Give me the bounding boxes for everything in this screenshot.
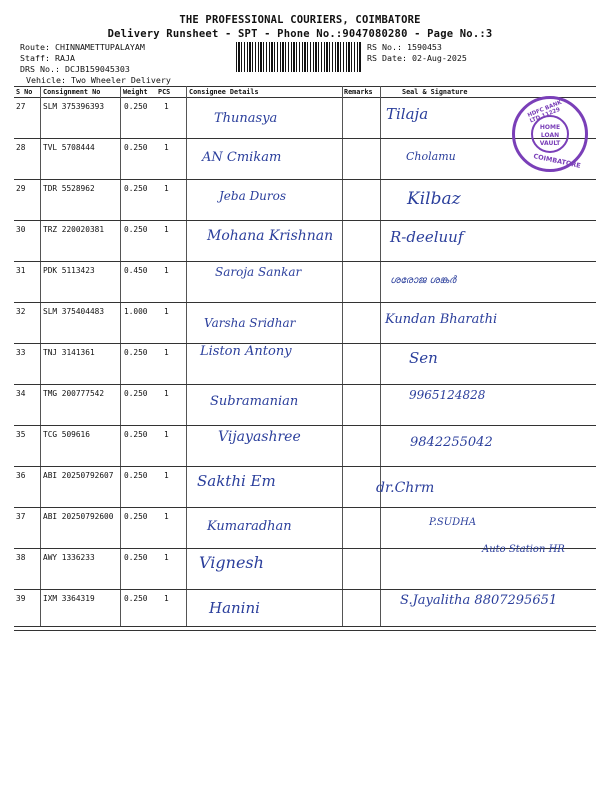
consignment-number: TDR 5528962 — [43, 184, 95, 193]
stamp-line-2: LOAN — [540, 132, 560, 139]
weight-value: 0.250 — [124, 225, 148, 234]
consignee-handwriting: Mohana Krishnan — [207, 228, 334, 244]
table-row — [14, 384, 596, 425]
signature-handwriting: Kundan Bharathi — [385, 312, 498, 327]
consignee-handwriting: Varsha Sridhar — [204, 316, 296, 330]
table-row — [14, 425, 596, 466]
pieces-count: 1 — [164, 471, 169, 480]
weight-value: 0.250 — [124, 184, 148, 193]
col-pcs: PCS — [158, 88, 171, 96]
consignment-number: SLM 375404483 — [43, 307, 105, 316]
runsheet-subtitle: Delivery Runsheet - SPT - Phone No.:9047080280 - Page No.:3 — [107, 28, 493, 40]
weight-value: 0.250 — [124, 389, 148, 398]
signature-handwriting: dr.Chrm — [376, 480, 435, 496]
consignee-handwriting: Thunasya — [214, 111, 278, 126]
weight-value: 0.250 — [124, 512, 148, 521]
signature-handwriting: P.SUDHA — [429, 517, 477, 528]
table-row — [14, 302, 596, 343]
consignment-number: TMG 200777542 — [43, 389, 105, 398]
consignee-handwriting: Kumaradhan — [207, 519, 292, 534]
col-seal-signature: Seal & Signature — [402, 88, 468, 96]
signature-handwriting: 9965124828 — [409, 388, 486, 402]
weight-value: 0.250 — [124, 471, 148, 480]
table-row — [14, 466, 596, 507]
consignee-handwriting: AN Cmikam — [202, 150, 282, 165]
consignment-number: ABI 20250792600 — [43, 512, 114, 521]
signature-handwriting: Auto Station HR — [482, 544, 565, 555]
stamp-line-1: HOME — [539, 124, 561, 131]
consignee-handwriting: Hanini — [209, 599, 260, 617]
pieces-count: 1 — [164, 512, 169, 521]
company-title: THE PROFESSIONAL COURIERS, COIMBATORE — [179, 14, 421, 26]
consignment-number: TRZ 220020381 — [43, 225, 105, 234]
route-label: Route: CHINNAMETTUPALAYAM — [20, 42, 145, 52]
serial-number: 30 — [16, 225, 26, 234]
col-weight: Weight — [123, 88, 148, 96]
pieces-count: 1 — [164, 553, 169, 562]
pieces-count: 1 — [164, 389, 169, 398]
consignee-handwriting: Liston Antony — [200, 344, 292, 359]
col-consignment: Consignment No — [43, 88, 101, 96]
weight-value: 0.250 — [124, 430, 148, 439]
serial-number: 37 — [16, 512, 26, 521]
consignment-number: TNJ 3141361 — [43, 348, 95, 357]
signature-handwriting: Cholamu — [406, 150, 456, 163]
drs-number: DRS No.: DCJB159045303 — [20, 64, 130, 74]
table-row — [14, 589, 596, 630]
row-divider — [14, 630, 596, 631]
consignment-number: TCG 509616 — [43, 430, 90, 439]
signature-handwriting: Tilaja — [386, 105, 429, 123]
serial-number: 31 — [16, 266, 26, 275]
bank-seal-stamp — [512, 96, 588, 172]
weight-value: 0.250 — [124, 348, 148, 357]
consignment-number: TVL 5708444 — [43, 143, 95, 152]
serial-number: 38 — [16, 553, 26, 562]
barcode — [236, 42, 362, 72]
stamp-bank-text: HDFC BANK LTD.11229 — [526, 99, 563, 125]
signature-handwriting: 9842255042 — [410, 435, 493, 450]
pieces-count: 1 — [164, 143, 169, 152]
serial-number: 28 — [16, 143, 26, 152]
serial-number: 36 — [16, 471, 26, 480]
pieces-count: 1 — [164, 266, 169, 275]
consignee-handwriting: Jeba Duros — [219, 189, 287, 203]
serial-number: 33 — [16, 348, 26, 357]
pieces-count: 1 — [164, 184, 169, 193]
consignment-number: SLM 375396393 — [43, 102, 105, 111]
signature-handwriting: S.Jayalitha 8807295651 — [400, 593, 558, 608]
table-row — [14, 138, 596, 179]
col-consignee: Consignee Details — [189, 88, 259, 96]
col-sno: S No — [16, 88, 33, 96]
consignee-handwriting: Vijayashree — [218, 429, 301, 445]
serial-number: 39 — [16, 594, 26, 603]
vehicle-label: Vehicle: Two Wheeler Delivery — [26, 75, 171, 85]
table-row — [14, 220, 596, 261]
pieces-count: 1 — [164, 225, 169, 234]
consignee-handwriting: Saroja Sankar — [215, 265, 302, 279]
serial-number: 29 — [16, 184, 26, 193]
consignment-number: PDK 5113423 — [43, 266, 95, 275]
weight-value: 1.000 — [124, 307, 148, 316]
table-row — [14, 544, 596, 589]
stamp-line-3: VAULT — [539, 140, 561, 147]
rs-number: RS No.: 1590453 — [367, 42, 442, 52]
serial-number: 27 — [16, 102, 26, 111]
weight-value: 0.250 — [124, 553, 148, 562]
pieces-count: 1 — [164, 430, 169, 439]
serial-number: 32 — [16, 307, 26, 316]
signature-handwriting: R-deeluuf — [390, 228, 464, 246]
consignment-number: ABI 20250792607 — [43, 471, 114, 480]
staff-label: Staff: RAJA — [20, 53, 75, 63]
signature-handwriting: Kilbaz — [407, 189, 461, 209]
pieces-count: 1 — [164, 307, 169, 316]
pieces-count: 1 — [164, 348, 169, 357]
stamp-center — [531, 115, 569, 153]
signature-handwriting: Sen — [409, 349, 438, 367]
col-remarks: Remarks — [344, 88, 373, 96]
table-row — [14, 179, 596, 220]
signature-handwriting: ശരോജ ശങ്കർ — [390, 275, 456, 286]
serial-number: 35 — [16, 430, 26, 439]
serial-number: 34 — [16, 389, 26, 398]
table-row — [14, 507, 596, 548]
stamp-city-text: COIMBATORE — [532, 152, 582, 170]
rs-date: RS Date: 02-Aug-2025 — [367, 53, 467, 63]
table-row — [14, 97, 596, 138]
pieces-count: 1 — [164, 102, 169, 111]
weight-value: 0.250 — [124, 143, 148, 152]
consignee-handwriting: Vignesh — [199, 553, 264, 572]
consignment-number: IXM 3364319 — [43, 594, 95, 603]
weight-value: 0.250 — [124, 594, 148, 603]
table-row — [14, 261, 596, 302]
pieces-count: 1 — [164, 594, 169, 603]
table-row — [14, 343, 596, 384]
consignee-handwriting: Subramanian — [210, 394, 299, 409]
weight-value: 0.450 — [124, 266, 148, 275]
consignment-number: AWY 1336233 — [43, 553, 95, 562]
weight-value: 0.250 — [124, 102, 148, 111]
consignee-handwriting: Sakthi Em — [197, 472, 276, 490]
